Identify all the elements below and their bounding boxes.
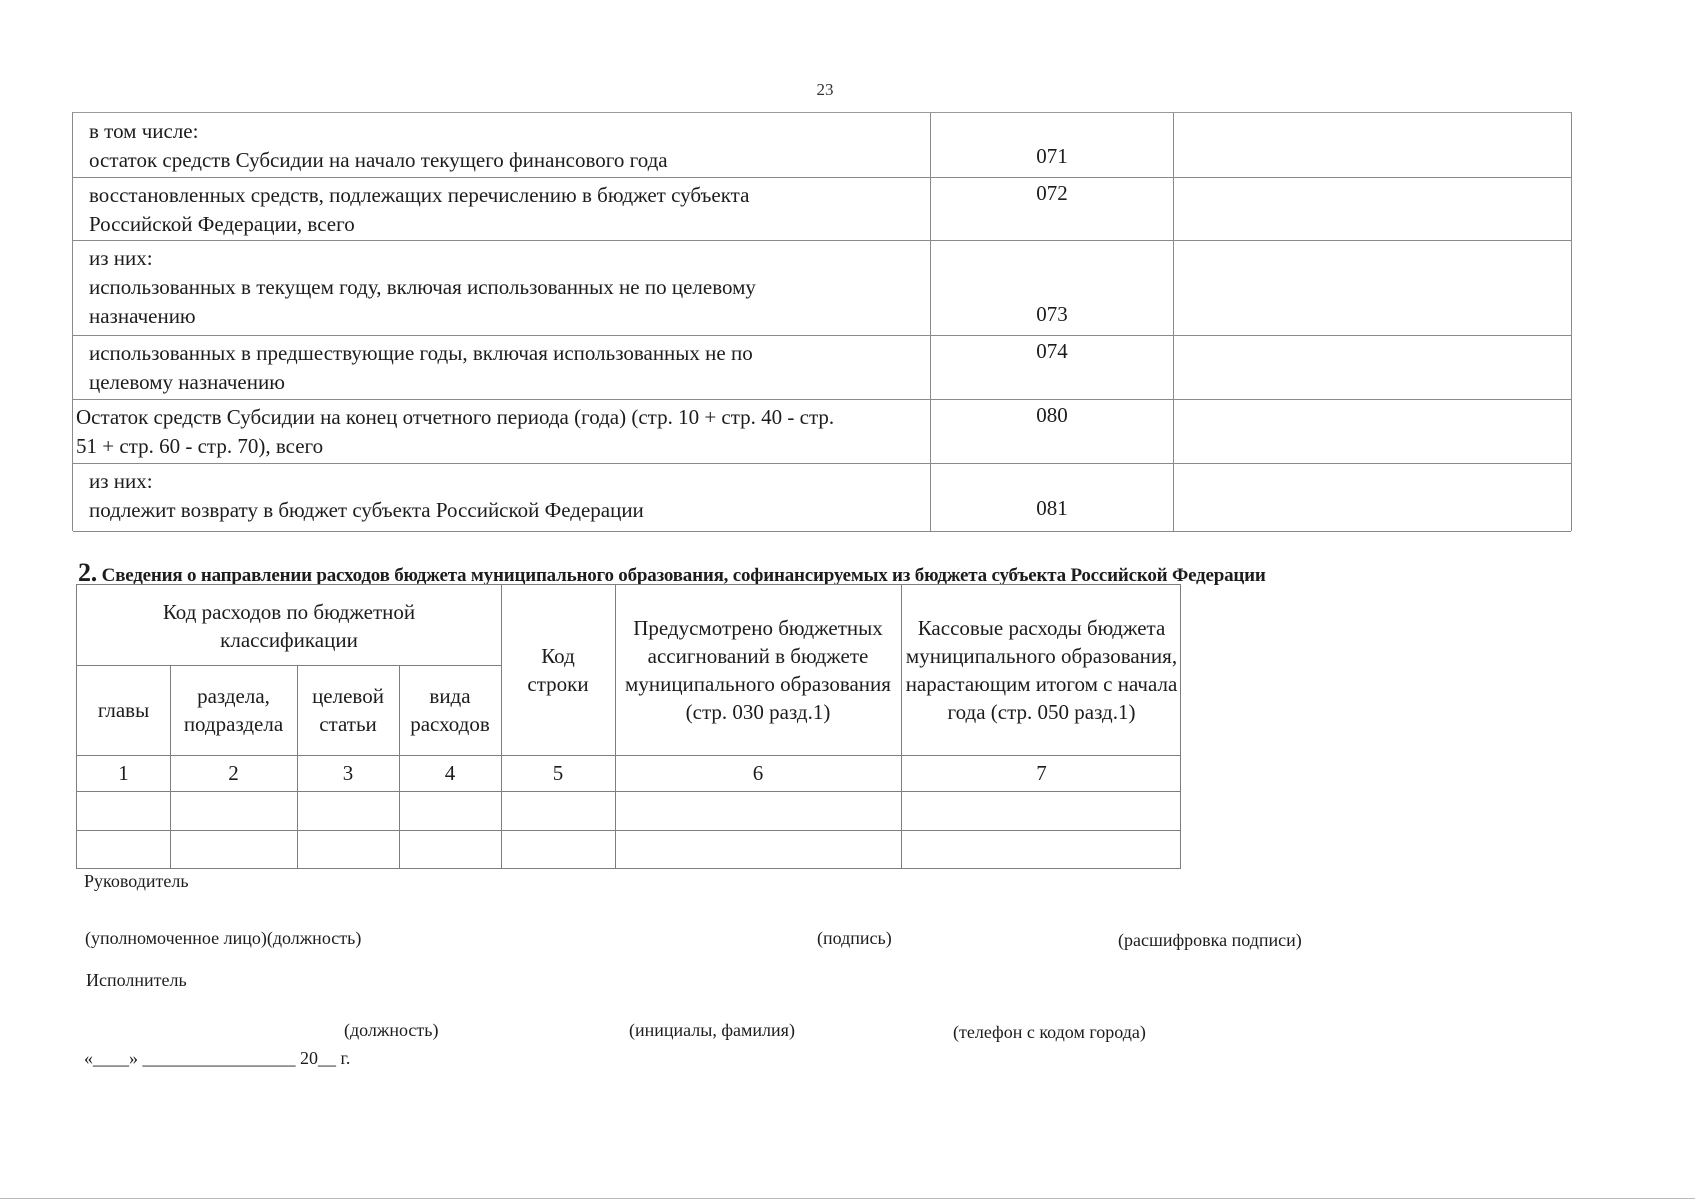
row-text-line: восстановленных средств, подлежащих перечислению в бюджет субъекта [89, 183, 750, 207]
table-row [73, 399, 1571, 464]
grid-line [501, 585, 502, 869]
row-value-cell [1174, 463, 1571, 531]
header-vida: вида расходов [410, 684, 490, 736]
section-title-text: Сведения о направлении расходов бюджета муниципального образования, софинансируемых из бюджета субъекта Российской Федерации [101, 565, 1266, 586]
row-code-value: 080 [1036, 403, 1068, 427]
row-value-cell [1174, 240, 1571, 335]
row-text-line: Российской Федерации, всего [89, 212, 355, 236]
row-code [931, 335, 1174, 399]
row-value-cell [1174, 399, 1571, 463]
row-text-line: из них: [89, 469, 153, 493]
date-line: «____» _________________ 20__ г. [84, 1048, 351, 1068]
phone-caption: (телефон с кодом города) [953, 1022, 1146, 1042]
header-kassovye: Кассовые расходы бюджета муниципального образования, нарастающим итогом с начала года (стр. 050 разд.1) [905, 616, 1178, 724]
grid-line [77, 791, 1180, 792]
row-text-line: из них: [89, 246, 153, 270]
row-code [931, 399, 1174, 463]
row-code-value: 074 [1036, 339, 1068, 363]
head-position-caption: (уполномоченное лицо)(должность) [85, 928, 362, 948]
section-number: 2. [78, 558, 98, 587]
signature-decode-caption: (расшифровка подписи) [1118, 930, 1302, 950]
column-number: 7 [1036, 761, 1047, 785]
page-number: 23 [816, 80, 834, 99]
table-row [73, 177, 1571, 241]
table-row [73, 335, 1571, 400]
row-value-cell [1174, 335, 1571, 399]
column-number: 4 [444, 761, 456, 785]
head-label: Руководитель [84, 871, 189, 891]
row-text-line: целевому назначению [89, 370, 285, 394]
row-text-line: использованных в текущем году, включая использованных не по целевому [89, 275, 756, 299]
row-code-value: 073 [1036, 302, 1068, 326]
row-code-value: 072 [1036, 181, 1068, 205]
row-code [931, 177, 1174, 240]
row-text-line: остаток средств Субсидии на начало текущего финансового года [89, 148, 668, 172]
header-razdela: раздела, подраздела [183, 684, 284, 736]
position-caption: (должность) [344, 1020, 439, 1040]
header-celevoy: целевой статьи [312, 684, 384, 736]
page-edge [0, 1198, 1695, 1199]
row-text-line: подлежит возврату в бюджет субъекта Российской Федерации [89, 498, 644, 522]
header-budget-classification: Код расходов по бюджетной классификации [162, 600, 416, 652]
row-value-cell [1174, 113, 1571, 177]
expenses-table [76, 584, 1181, 869]
name-caption: (инициалы, фамилия) [629, 1020, 795, 1040]
column-number: 5 [552, 761, 564, 785]
row-text-line: назначению [89, 304, 196, 328]
row-code-value: 081 [1036, 496, 1068, 520]
row-text-line: использованных в предшествующие годы, включая использованных не по [89, 341, 753, 365]
row-code [931, 113, 1174, 177]
row-code-value: 071 [1036, 144, 1068, 168]
column-number: 3 [342, 761, 354, 785]
row-text-line: Остаток средств Субсидии на конец отчетного периода (года) (стр. 10 + стр. 40 - стр. [76, 405, 835, 429]
table-row [73, 113, 1571, 178]
column-number: 1 [118, 761, 129, 785]
table-row [73, 463, 1571, 532]
header-glavy: главы [97, 698, 150, 722]
column-number: 2 [228, 761, 239, 785]
column-number: 6 [752, 761, 764, 785]
row-code [931, 240, 1174, 335]
table-row [73, 240, 1571, 336]
executor-label: Исполнитель [86, 970, 187, 990]
grid-line [77, 830, 1180, 831]
header-kod-stroki: Код строки [527, 644, 589, 696]
row-text-line: в том числе: [89, 119, 199, 143]
row-code [931, 463, 1174, 531]
row-text-line: 51 + стр. 60 - стр. 70), всего [76, 434, 324, 458]
row-value-cell [1174, 177, 1571, 240]
header-predusmotreno: Предусмотрено бюджетных ассигнований в бюджете муниципального образования (стр. 030 разд.1) [625, 616, 891, 724]
summary-table [72, 112, 1572, 531]
signature-caption: (подпись) [817, 928, 892, 948]
